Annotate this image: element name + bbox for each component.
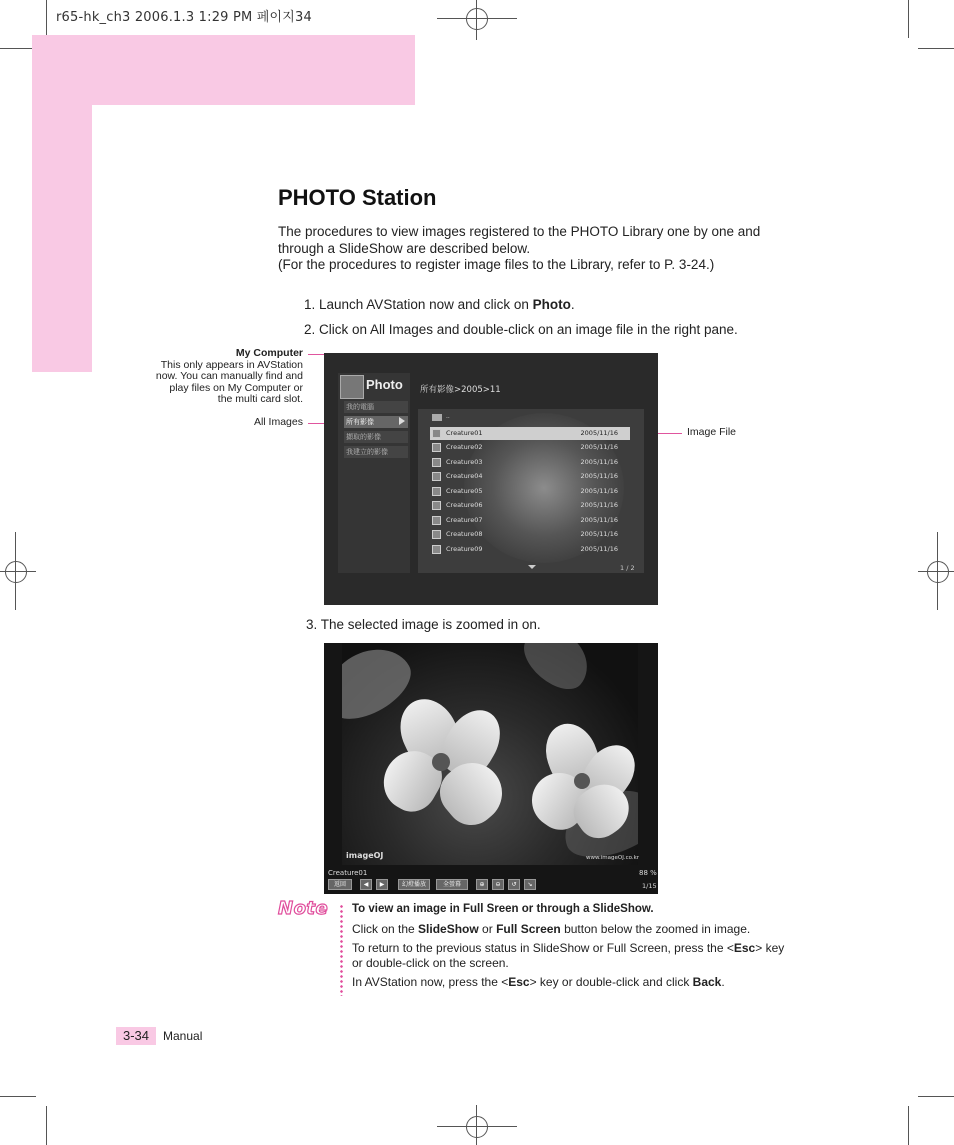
- file-date: 2005/11/16: [580, 530, 618, 538]
- step-1-bold: Photo: [532, 297, 571, 312]
- photo-logo: Photo: [366, 377, 403, 392]
- slideshow-button[interactable]: 幻燈播放: [398, 879, 430, 890]
- note-text: Click on the: [352, 922, 419, 936]
- registration-mark-bottom: [466, 1116, 488, 1138]
- crop-mark: [0, 48, 36, 49]
- note-text: .: [721, 975, 725, 989]
- image-file-icon: [432, 545, 441, 554]
- image-counter: 1/15: [642, 882, 657, 890]
- note-text: or: [478, 922, 497, 936]
- registration-line: [437, 1126, 517, 1127]
- note-title: To view an image in Full Sreen or through a SlideShow.: [352, 903, 654, 915]
- callout-title: My Computer: [235, 347, 303, 359]
- back-button[interactable]: 返回: [328, 879, 352, 890]
- file-row[interactable]: [430, 441, 630, 454]
- file-date: 2005/11/16: [580, 487, 618, 495]
- rotate-button[interactable]: ↺: [508, 879, 520, 890]
- full-screen-button[interactable]: 全螢幕: [436, 879, 468, 890]
- dotted-divider: [340, 904, 343, 996]
- file-name: Creature09: [446, 545, 483, 553]
- sidebar-item-my-images[interactable]: 我建立的影像: [344, 446, 408, 458]
- print-header: r65-hk_ch3 2006.1.3 1:29 PM 페이지34: [56, 10, 312, 25]
- file-name: Creature08: [446, 530, 483, 538]
- fit-button[interactable]: ↘: [524, 879, 536, 890]
- folder-up-label: ..: [446, 413, 450, 420]
- image-file-icon: [432, 516, 441, 525]
- photo-library-screenshot: [324, 353, 658, 605]
- zoom-in-button[interactable]: ⊕: [476, 879, 488, 890]
- note-bold: Back: [692, 975, 722, 989]
- zoom-level: 88 %: [639, 869, 657, 877]
- file-date: 2005/11/16: [580, 443, 618, 451]
- step-1: [304, 297, 575, 312]
- note-bold: Full Screen: [496, 922, 561, 936]
- intro-line: through a SlideShow are described below.: [278, 240, 531, 256]
- step-2: 2. Click on All Images and double-click on an image file in the right pane.: [304, 322, 738, 337]
- note-bold: SlideShow: [418, 922, 479, 936]
- flower-center: [574, 773, 590, 789]
- image-file-icon: [432, 429, 441, 438]
- registration-mark-left: [5, 561, 27, 583]
- file-name: Creature06: [446, 501, 483, 509]
- image-file-icon: [432, 530, 441, 539]
- note-text: To return to the previous status in SlideShow or Full Screen, press the <: [352, 941, 734, 955]
- sidebar-item-captured-images[interactable]: 擷取的影像: [344, 431, 408, 443]
- file-date: 2005/11/16: [580, 472, 618, 480]
- intro-line: The procedures to view images registered to the PHOTO Library one by one and: [278, 224, 761, 239]
- folder-up-icon[interactable]: [432, 414, 442, 421]
- callout-line: the multi card slot.: [217, 393, 303, 406]
- flower-photo: [342, 643, 638, 865]
- note-bold: Esc: [508, 975, 530, 989]
- image-filename: Creature01: [328, 869, 368, 877]
- registration-line: [476, 0, 477, 40]
- file-row[interactable]: [430, 514, 630, 527]
- page-indicator: 1 / 2: [620, 564, 635, 572]
- note-logo: Note: [278, 898, 329, 919]
- callout-line: This only appears in AVStation: [160, 358, 303, 371]
- registration-line: [918, 571, 954, 572]
- file-date: 2005/11/16: [580, 545, 618, 553]
- previous-button[interactable]: ◀: [360, 879, 372, 890]
- note-line: [352, 922, 750, 936]
- note-text: button below the zoomed in image.: [560, 922, 751, 936]
- photo-logo-icon: [340, 375, 364, 399]
- file-name: Creature01: [446, 429, 483, 437]
- file-row[interactable]: [430, 470, 630, 483]
- file-name: Creature05: [446, 487, 483, 495]
- file-row[interactable]: [430, 485, 630, 498]
- registration-line: [476, 1105, 477, 1145]
- registration-line: [937, 532, 938, 610]
- decor-band-left: [32, 35, 92, 372]
- file-name: Creature03: [446, 458, 483, 466]
- file-name: Creature07: [446, 516, 483, 524]
- callout-line: now. You can manually find and: [155, 370, 303, 383]
- callout-all-images: All Images: [253, 416, 303, 428]
- note-bold: Esc: [733, 941, 756, 955]
- registration-mark-right: [927, 561, 949, 583]
- zoom-out-button[interactable]: ⊖: [492, 879, 504, 890]
- file-row[interactable]: [430, 528, 630, 541]
- sidebar-item-all-images[interactable]: 所有影像: [344, 416, 408, 428]
- leaf-shape: [514, 643, 600, 700]
- flower-center: [432, 753, 450, 771]
- crop-mark: [46, 0, 47, 38]
- file-date: 2005/11/16: [580, 501, 618, 509]
- crop-mark: [46, 1106, 47, 1145]
- image-file-icon: [432, 443, 441, 452]
- file-name: Creature02: [446, 443, 483, 451]
- file-date: 2005/11/16: [580, 458, 618, 466]
- note-text: > key: [755, 941, 785, 955]
- file-date: 2005/11/16: [580, 429, 618, 437]
- file-row[interactable]: [430, 456, 630, 469]
- scroll-down-icon[interactable]: [528, 565, 536, 569]
- intro-line: (For the procedures to register image files to the Library, refer to P. 3-24.): [278, 257, 715, 272]
- page-number: 3-34: [116, 1027, 156, 1045]
- registration-line: [0, 571, 36, 572]
- file-date: 2005/11/16: [580, 516, 618, 524]
- crop-mark: [918, 1096, 954, 1097]
- image-file-icon: [432, 487, 441, 496]
- note-line: or double-click on the screen.: [352, 956, 509, 970]
- url-watermark: www.imageOJ.co.kr: [586, 855, 640, 861]
- file-row[interactable]: [430, 543, 630, 556]
- image-file-icon: [432, 501, 441, 510]
- breadcrumb: 所有影像>2005>11: [420, 385, 501, 395]
- next-button[interactable]: ▶: [376, 879, 388, 890]
- step-1-text: 1. Launch AVStation now and click on: [304, 297, 533, 312]
- arrow-right-icon: [399, 417, 405, 425]
- registration-mark-top: [466, 8, 488, 30]
- brand-watermark: imageOJ: [346, 851, 384, 860]
- page-title: PHOTO Station: [278, 185, 437, 210]
- file-name: Creature04: [446, 472, 483, 480]
- manual-label: Manual: [163, 1029, 203, 1043]
- step-3: 3. The selected image is zoomed in on.: [306, 617, 541, 632]
- intro-paragraph: [278, 224, 778, 274]
- note-line: [352, 975, 725, 989]
- callout-my-computer: [140, 348, 303, 406]
- sidebar-item-my-computer[interactable]: 我的電腦: [344, 401, 408, 413]
- callout-line: play files on My Computer or: [169, 381, 303, 394]
- crop-mark: [908, 0, 909, 38]
- crop-mark: [908, 1106, 909, 1145]
- callout-image-file: Image File: [687, 426, 737, 438]
- file-row[interactable]: [430, 427, 630, 440]
- step-1-suffix: .: [570, 297, 575, 312]
- image-viewer-screenshot: [324, 643, 658, 894]
- note-text: > key or double-click and click: [529, 975, 693, 989]
- note-line: [352, 941, 784, 955]
- crop-mark: [918, 48, 954, 49]
- note-text: In AVStation now, press the <: [352, 975, 509, 989]
- registration-line: [15, 532, 16, 610]
- image-file-icon: [432, 472, 441, 481]
- image-file-icon: [432, 458, 441, 467]
- crop-mark: [0, 1096, 36, 1097]
- registration-line: [437, 18, 517, 19]
- file-row[interactable]: [430, 499, 630, 512]
